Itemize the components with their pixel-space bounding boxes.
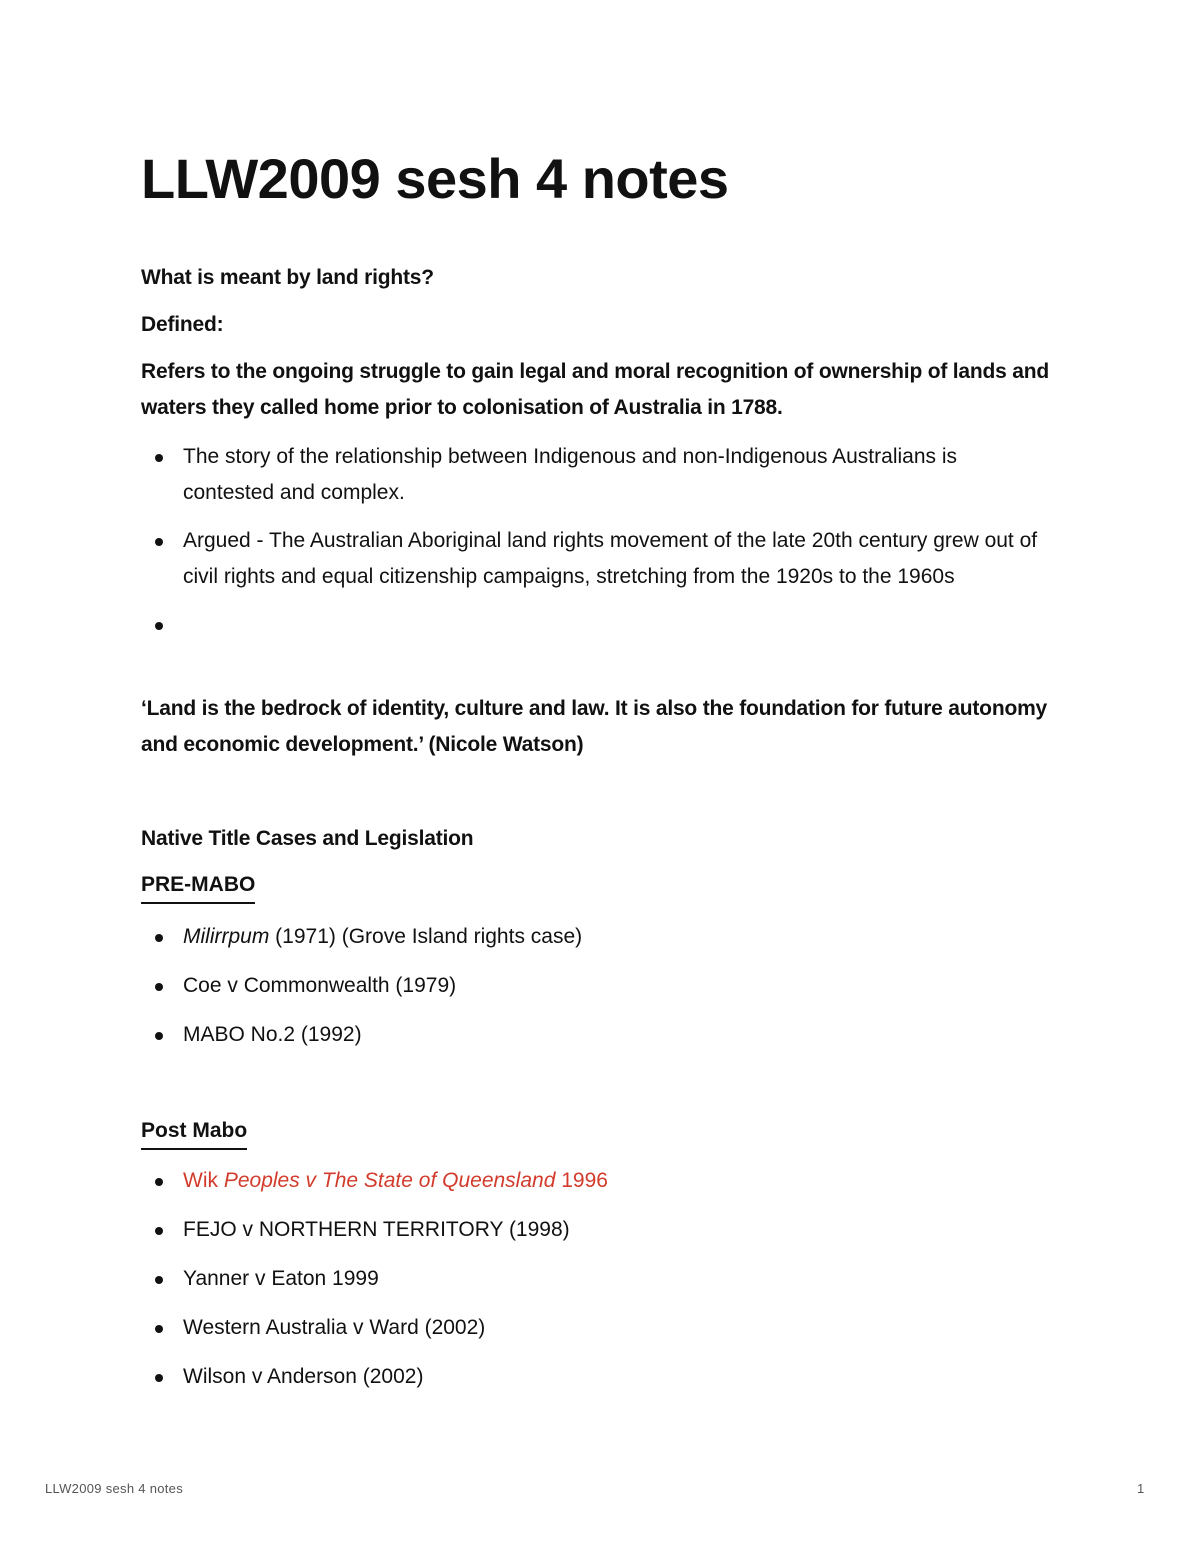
bullet-icon (155, 1374, 163, 1382)
list-item (141, 439, 1041, 511)
intro-bullet-list (141, 439, 1041, 643)
list-item-text: Western Australia v Ward (2002) (183, 1316, 486, 1339)
bullet-icon (155, 1325, 163, 1333)
definition-text: Refers to the ongoing struggle to gain legal and moral recognition of ownership of lands and waters they called home prior to colonisation of Australia in 1788. (141, 360, 1049, 419)
list-item (141, 919, 1041, 955)
post-mabo-heading: Post Mabo (141, 1116, 247, 1150)
list-item (141, 1212, 1041, 1248)
case-name-italic: Milirrpum (183, 925, 270, 948)
list-item-text: Coe v Commonwealth (1979) (183, 974, 457, 997)
bullet-icon (155, 983, 163, 991)
footer-document-name: LLW2009 sesh 4 notes (45, 1481, 184, 1496)
page-title: LLW2009 sesh 4 notes (141, 147, 729, 210)
bullet-icon (155, 1032, 163, 1040)
list-item-text: (1971) (Grove Island rights case) (269, 925, 583, 948)
list-item-text: Wilson v Anderson (2002) (183, 1365, 424, 1388)
case-prefix: Wik (183, 1169, 224, 1192)
list-item-text: Yanner v Eaton 1999 (183, 1267, 379, 1290)
bullet-icon (155, 454, 163, 462)
post-mabo-list (141, 1163, 1041, 1395)
list-item-text: FEJO v NORTHERN TERRITORY (1998) (183, 1218, 570, 1241)
section-heading: Native Title Cases and Legislation (141, 827, 474, 850)
bullet-icon (155, 622, 163, 630)
list-item-highlighted (141, 1163, 1041, 1199)
footer-page-number: 1 (1137, 1481, 1145, 1496)
defined-label: Defined: (141, 313, 224, 336)
question-heading: What is meant by land rights? (141, 266, 434, 289)
case-name-italic: Peoples v The State of Queensland (223, 1169, 556, 1192)
case-year: 1996 (555, 1169, 608, 1192)
bullet-icon (155, 538, 163, 546)
list-item (141, 1359, 1041, 1395)
list-item (141, 1310, 1041, 1346)
list-item (141, 607, 1041, 643)
list-item-text: MABO No.2 (1992) (183, 1023, 362, 1046)
list-item (141, 523, 1041, 595)
bullet-icon (155, 1227, 163, 1235)
bullet-icon (155, 934, 163, 942)
list-item (141, 968, 1041, 1004)
list-item-text: Argued - The Australian Aboriginal land rights movement of the late 20th century grew out of civil rights and equal citizenship campaigns, stretching from the 1920s to the 1960s (183, 529, 1038, 588)
quote-text: ‘Land is the bedrock of identity, culture and law. It is also the foundation for future autonomy and economic development.’ (Nicole Watson) (141, 697, 1048, 756)
pre-mabo-heading: PRE-MABO (141, 870, 255, 904)
list-item (141, 1261, 1041, 1297)
list-item-text: The story of the relationship between Indigenous and non-Indigenous Australians is contested and complex. (183, 445, 958, 504)
list-item (141, 1017, 1041, 1053)
pre-mabo-list (141, 919, 1041, 1053)
bullet-icon (155, 1276, 163, 1284)
bullet-icon (155, 1178, 163, 1186)
